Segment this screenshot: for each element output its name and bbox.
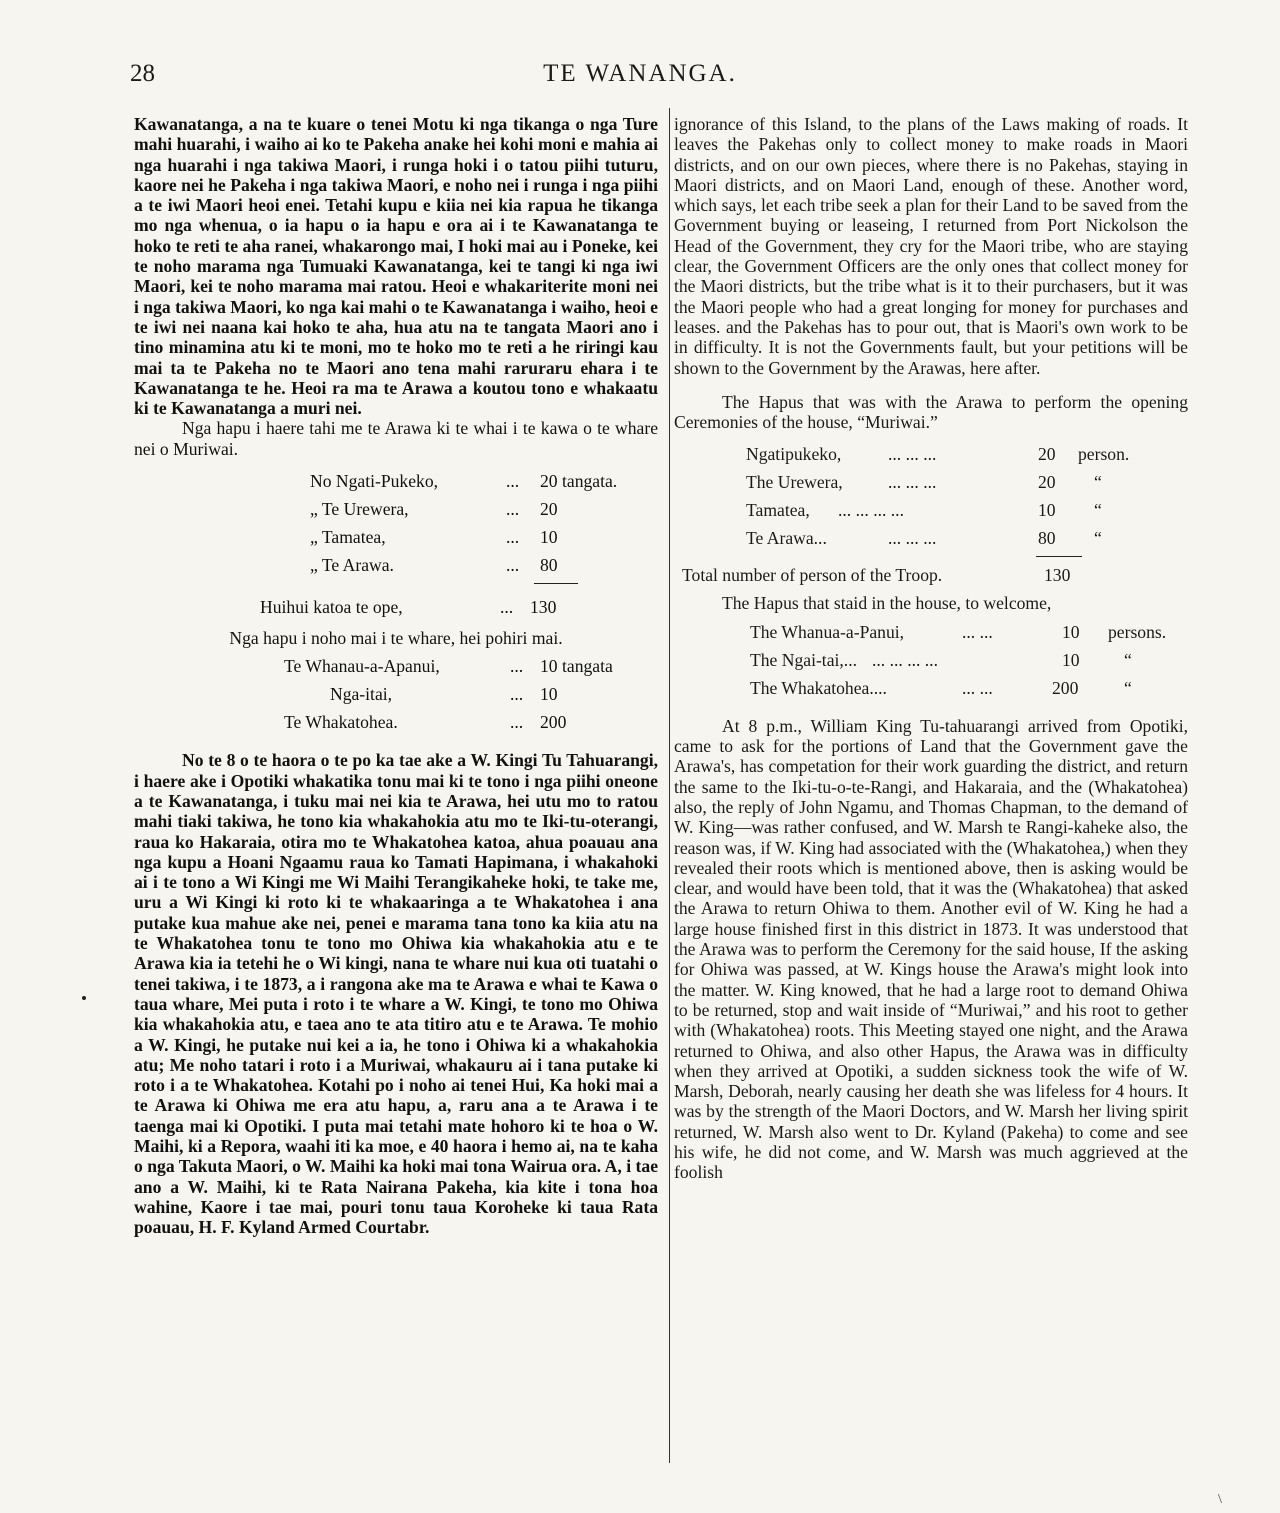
ditto-mark: “ xyxy=(1094,500,1102,521)
left-total-row xyxy=(260,594,658,620)
hapu-name: The Urewera, xyxy=(746,472,843,493)
hapu-count: 20 xyxy=(1038,472,1056,493)
table-row xyxy=(284,708,658,736)
column-rule xyxy=(669,108,670,1463)
leader-dots: ... ... ... ... xyxy=(872,649,938,670)
unit-label: persons. xyxy=(1108,621,1167,642)
left-paragraph-1: Kawanatanga, a na te kuare o tenei Motu ki nga tikanga o nga Ture mahi huarahi, i waiho ai ko te Pakeha anake hei kohi moni e mahia ai nga huarahi i nga takiwa Maori, i runga hoki i o tatou piihi tuturu, kaore nei he Pakeha i nga takiwa Maori, e noho nei i runga i nga piihi a te iwi Maori heoi enei. Tetahi kupu e kiia nei kia rapua he tikanga mo nga whenua, o ia hapu o ia hapu e ora ai i te Kawanatanga te hoko te reti te aha ranei, whakarongo mai, I hoki mai au i Poneke, kei te noho marama nga Tumuaki Kawanatanga, kei te tangi ki nga iwi Maori, kei te noho marama mai ratou. Heoi e whakariterite moni nei i nga takiwa Maori, ko nga kai mahi o te Kawanatanga i waiho, heoi e te iwi nei naana kai hoko te aha, hua atu na te tangata Maori ano i tino minamina atu ki te moni, mo te hoko mo te reti a he riringi kau mai ta te Pakeha no te Maori ano tena mahi raruraru ehara i te Kawanatanga te he. Heoi ra ma te Arawa a koutou tono e whakaatu ki te Kawanatanga a muri nei. xyxy=(134,114,658,419)
left-paragraph-2: Nga hapu i haere tahi me te Arawa ki te whai i te kawa o te whare nei o Muriwai. xyxy=(134,418,658,459)
right-paragraph-1: ignorance of this Island, to the plans of the Laws making of roads. It leaves the Pakehas only to collect money to make roads in Maori districts, and on our own pieces, where there is no Pakehas, staying in Maori districts, and on Maori Land, enough of these. Another word, which says, let each tribe seek a plan for their Land to be saved from the Government buying or leaseing, I returned from Port Nickolson the Head of the Government, they cry for the Maori tribe, who are staying clear, the Government Officers are the only ones that collect money for the Maori districts, but the tribe what is it to their purchasers, but it was the Maori people who had a great longing for money for purchases and leases. and the Pakehas has to pour out, that is Maori's own work to be in difficulty. It is not the Governments fault, but your petitions will be shown to the Government by the Arawas, here after. xyxy=(674,114,1188,378)
table-row xyxy=(310,495,658,523)
table-row xyxy=(750,646,1188,674)
hapu-name: Te Whanau-a-Apanui, xyxy=(284,656,440,677)
left-heading-2: Nga hapu i noho mai i te whare, hei pohiri mai. xyxy=(229,628,563,649)
ditto-mark: “ xyxy=(1094,528,1102,549)
ditto-mark: “ xyxy=(1094,472,1102,493)
leader-dots: ... xyxy=(510,684,524,705)
right-paragraph-2: The Hapus that was with the Arawa to perform the opening Ceremonies of the house, “Muriwai.” xyxy=(674,391,1188,433)
table-row xyxy=(750,618,1188,646)
leader-dots: ... xyxy=(506,470,520,491)
hapu-name: The Ngai-tai,... xyxy=(750,649,857,670)
hapu-count: 80 xyxy=(1038,528,1056,549)
corner-mark: \ xyxy=(1218,1492,1222,1507)
right-heading-2: The Hapus that staid in the house, to welcome, xyxy=(722,593,1052,614)
hapu-count: 20 xyxy=(540,498,558,519)
leader-dots: ... ... ... xyxy=(888,444,937,465)
hapu-name: Ngatipukeko, xyxy=(746,444,842,465)
hapu-name: „ Tamatea, xyxy=(310,526,386,547)
margin-dot xyxy=(82,996,86,1000)
sum-rule xyxy=(534,583,578,584)
table-row xyxy=(750,674,1188,702)
table-row xyxy=(284,680,658,708)
leader-dots: ... xyxy=(506,554,520,575)
hapu-name: „ Te Urewera, xyxy=(310,498,409,519)
ditto-mark: “ xyxy=(1124,649,1132,670)
table-row xyxy=(310,523,658,551)
sum-rule xyxy=(1036,556,1082,557)
hapu-name: Nga-itai, xyxy=(330,684,393,705)
hapu-name: Te Arawa... xyxy=(746,528,827,549)
total-label: Huihui katoa te ope, xyxy=(260,596,403,617)
right-table-2 xyxy=(750,618,1188,702)
unit-label: person. xyxy=(1078,444,1130,465)
hapu-name: The Whanua-a-Panui, xyxy=(750,621,905,642)
table-row xyxy=(746,524,1188,552)
hapu-name: The Whakatohea.... xyxy=(750,677,887,698)
hapu-count: 10 xyxy=(1038,500,1056,521)
leader-dots: ... ... xyxy=(962,677,993,698)
hapu-count: 200 xyxy=(1052,677,1079,698)
left-column xyxy=(134,114,658,1237)
right-table-1 xyxy=(746,440,1188,557)
hapu-count: 10 tangata xyxy=(540,656,613,677)
hapu-count: 10 xyxy=(1062,649,1080,670)
leader-dots: ... xyxy=(510,656,524,677)
hapu-count: 10 xyxy=(1062,621,1080,642)
hapu-count: 10 xyxy=(540,684,558,705)
hapu-count: 20 xyxy=(1038,444,1056,465)
leader-dots: ... xyxy=(506,498,520,519)
page-number: 28 xyxy=(130,60,155,87)
table-row xyxy=(746,440,1188,468)
table-row xyxy=(746,496,1188,524)
total-count: 130 xyxy=(1044,565,1071,586)
leader-dots: ... ... ... xyxy=(888,472,937,493)
left-table-1 xyxy=(310,467,658,584)
running-head: TE WANANGA. xyxy=(543,60,737,87)
ditto-mark: “ xyxy=(1124,677,1132,698)
total-count: 130 xyxy=(530,596,557,617)
right-total-row xyxy=(682,563,1188,587)
leader-dots: ... ... xyxy=(962,621,993,642)
table-row xyxy=(746,468,1188,496)
hapu-count: 80 xyxy=(540,554,558,575)
hapu-name: Tamatea, xyxy=(746,500,810,521)
total-label: Total number of person of the Troop. xyxy=(682,565,943,586)
left-paragraph-3: No te 8 o te haora o te po ka tae ake a W. Kingi Tu Tahuarangi, i haere ake i Opotiki whakatika tonu mai ki te tono i nga piihi oneone a te Kawanatanga, i tuku mai nei kia te Arawa, hei utu mo to ratou mahi tiaki takiwa, he tono kia whakahokia atu mo te Iki-tu-oterangi, raua ko Hakaraia, otira mo te Whakatohea katoa, ahua poauau ana nga kupu a Hoani Ngaamu raua ko Tamati Hapimana, i whakahoki ai i te tono a Wi Kingi me Wi Maihi Terangikaheke hoki, te take me, uru a Wi Kingi ki roto ki te whakaaringa a te Whakatohea i ana putake kua mahue ake nei, penei e marama tana tono ka kiia atu na te Whakatohea tonu te tono mo Ohiwa kia whakahokia atu e te Arawa kia ia tetehi he o Wi kingi, nana te whare nui kua oti tuatahi o tenei takiwa, i te 1873, a i rangona ake ma te Arawa e whai te Kawa o taua whare, Mei puta i roto i te whare a W. Kingi, te tono mo Ohiwa kia whakahokia atu, e taea ano te ata titiro atu e te Arawa. Te mohio a W. Kingi, he putake nui kei a ia, he tono i Ohiwa ki a whakahokia atu; Me noho tatari i roto i a Muriwai, whakauru ai i tana putake ki roto i a te Whakatohea. Kotahi po i noho ai tenei Hui, Ka hoki mai a te Arawa ki Ohiwa me era atu hapu, a, raru ana a te Arawa i te taenga mai ki Opotiki. I puta mai tetahi mate hohoro ki te hoa o W. Maihi, ki a Repora, waahi iti ka moe, e 40 haora i hemo ai, na te kaha o nga Takuta Maori, o W. Maihi ka hoki mai tona Wairua ora. A, i tae ano a W. Maihi, ki te Rata Nairana Pakeha, kia kite i tona hoa wahine, Kaore i tae mai, pouri tonu taua Koroheke ki taua Rata poauau, H. F. Kyland Armed Courtabr. xyxy=(134,750,658,1238)
hapu-name: „ Te Arawa. xyxy=(310,554,394,575)
hapu-count: 200 xyxy=(540,712,567,733)
left-table-2 xyxy=(284,652,658,736)
right-paragraph-3: At 8 p.m., William King Tu-tahuarangi arrived from Opotiki, came to ask for the portions of Land that the Government gave the Arawa's, has competation for their work guarding the district, and return the same to the Iki-tu-o-te-Rangi, and Hakaraia, and the (Whakatohea) also, the reply of John Ngamu, and Thomas Chapman, to the demand of W. King—was rather confused, and W. Marsh te Rangi-kaheke also, the reason was, if W. King had associated with the (Whakatohea,) when they revealed their roots which is mentioned above, then is asking would be clear, and would have been told, that it was the (Whakatohea) that asked the Arawa to return Ohiwa to them. Another evil of W. King he had a large house finished first in this district in 1873. It was understood that the Arawa was to perform the Ceremony for the said house, If the asking for Ohiwa was passed, at W. Kings house the Arawa's might look into the matter. W. King knowed, that he had a large root to demand Ohiwa to be returned, stop and wait inside of “Muriwai,” and his root to gether with (Whakatohea) roots. This Meeting stayed one night, and the Arawa returned to Ohiwa, and also other Hapus, the Arawa was in difficulty when they arrived at Opotiki, a sudden sickness took the wife of W. Marsh, Deborah, nearly causing her death she was lifeless for 4 hours. It was by the strength of the Maori Doctors, and W. Marsh her living spirit returned, W. Marsh also went to Dr. Kyland (Pakeha) to come and see his wife, he did not come, and W. Marsh was much aggrieved at the foolish xyxy=(674,715,1188,1183)
hapu-count: 20 tangata. xyxy=(540,470,618,491)
leader-dots: ... xyxy=(510,712,524,733)
leader-dots: ... ... ... ... xyxy=(838,500,904,521)
table-row xyxy=(310,467,658,495)
hapu-count: 10 xyxy=(540,526,558,547)
table-row xyxy=(284,652,658,680)
leader-dots: ... xyxy=(506,526,520,547)
right-column xyxy=(674,114,1188,1183)
leader-dots: ... xyxy=(500,596,514,617)
table-row xyxy=(310,551,658,579)
hapu-name: No Ngati-Pukeko, xyxy=(310,470,439,491)
hapu-name: Te Whakatohea. xyxy=(284,712,398,733)
leader-dots: ... ... ... xyxy=(888,528,937,549)
